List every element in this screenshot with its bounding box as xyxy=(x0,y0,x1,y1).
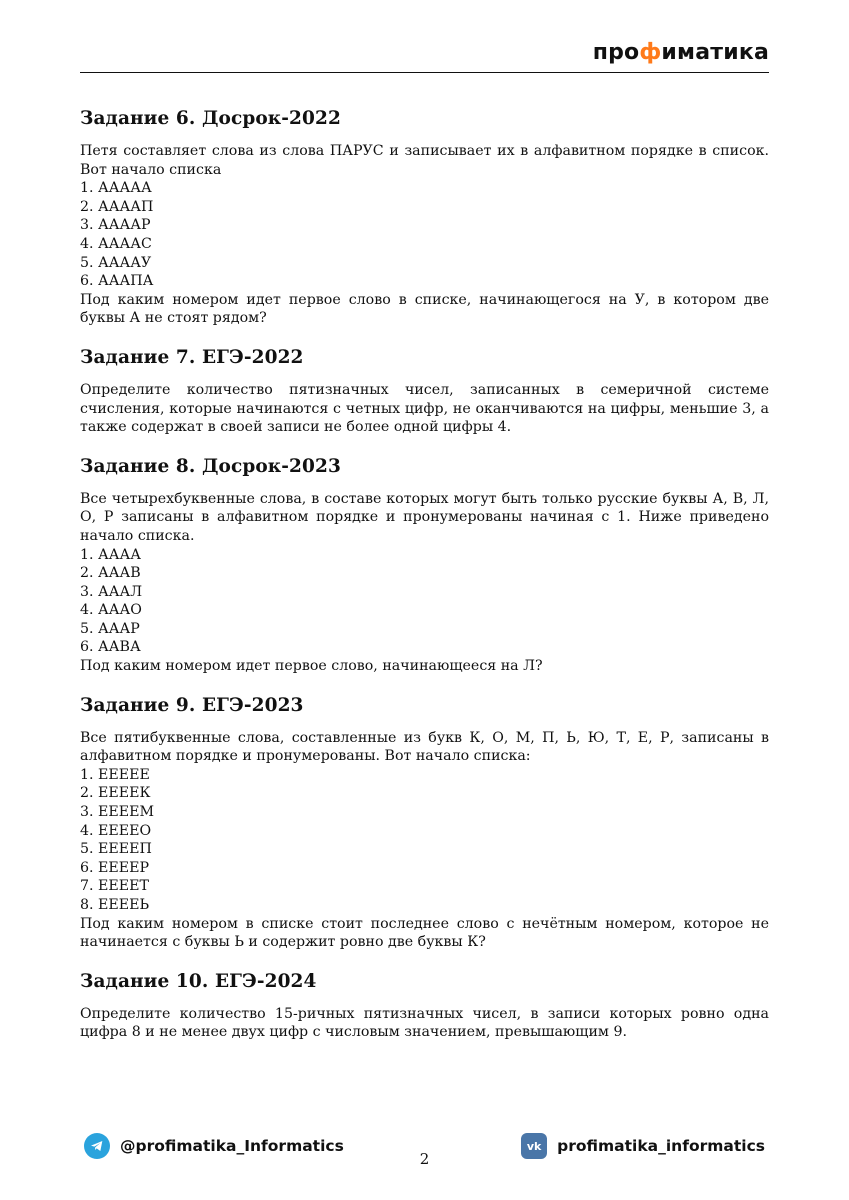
task-intro: Все пятибуквенные слова, составленные из букв К, О, М, П, Ь, Ю, Т, Е, Р, записаны в алфавитном порядке и пронумерованы. Вот начало списка: xyxy=(80,729,769,765)
task-question: Под каким номером идет первое слово, начинающееся на Л? xyxy=(80,658,543,675)
task-9 xyxy=(80,695,769,952)
task-8 xyxy=(80,456,769,676)
task-title: Задание 8. Досрок-2023 xyxy=(80,455,341,477)
telegram-handle: @profimatika_Informatics xyxy=(120,1137,344,1155)
vk-link[interactable] xyxy=(521,1133,765,1159)
task-title: Задание 9. ЕГЭ-2023 xyxy=(80,694,304,716)
task-title: Задание 7. ЕГЭ-2022 xyxy=(80,346,304,368)
list-item: 8. ЕЕЕЕЬ xyxy=(80,897,150,913)
word-list xyxy=(80,766,769,915)
list-item: 5. АААР xyxy=(80,620,140,637)
task-intro: Петя составляет слова из слова ПАРУС и записывает их в алфавитном порядке в список. Вот начало списка xyxy=(80,143,769,178)
vk-handle: profimatika_informatics xyxy=(557,1137,765,1155)
list-item: 3. ЕЕЕЕМ xyxy=(80,804,154,821)
list-item: 5. ЕЕЕЕП xyxy=(80,841,152,858)
task-title: Задание 6. Досрок-2022 xyxy=(80,108,341,129)
task-10 xyxy=(80,971,769,1042)
task-intro: Все четырехбуквенные слова, в составе которых могут быть только русские буквы А, В, Л, О, Р записаны в алфавитном порядке и пронумерованы начиная с 1. Ниже приведено начало списка. xyxy=(80,490,769,544)
list-item: 2. ЕЕЕЕК xyxy=(80,785,151,802)
list-item: 4. ААААС xyxy=(80,235,152,252)
header-divider xyxy=(80,72,769,73)
list-item: 4. ЕЕЕЕО xyxy=(80,822,152,839)
list-item: 6. ЕЕЕЕР xyxy=(80,859,150,876)
page-number: 2 xyxy=(419,1150,430,1168)
task-7 xyxy=(80,347,769,437)
task-question: Под каким номером идет первое слово в списке, начинающегося на У, в котором две буквы А не стоят рядом? xyxy=(80,291,769,327)
list-item: 5. ААААУ xyxy=(80,254,152,271)
brand-logo xyxy=(593,40,769,65)
task-title: Задание 10. ЕГЭ-2024 xyxy=(80,970,317,992)
list-item: 6. АААПА xyxy=(80,273,154,290)
logo-text-post: иматика xyxy=(661,40,769,65)
logo-text-pre: про xyxy=(592,40,640,65)
task-6 xyxy=(80,108,769,328)
list-item: 2. ААААП xyxy=(80,198,154,215)
list-item: 6. ААВА xyxy=(80,639,141,656)
task-intro: Определите количество 15-ричных пятизначных чисел, в записи которых ровно одна цифра 8 и не менее двух цифр с числовым значением, превышающим 9. xyxy=(80,1005,769,1041)
list-item: 4. АААО xyxy=(80,602,142,619)
word-list xyxy=(80,546,769,658)
list-item: 1. ЕЕЕЕЕ xyxy=(80,766,150,783)
list-item: 1. АААА xyxy=(80,546,142,563)
list-item: 1. ААААА xyxy=(80,180,152,197)
word-list xyxy=(80,179,769,291)
task-question: Под каким номером в списке стоит последнее слово с нечётным номером, которое не начинается с буквы Ь и содержит ровно две буквы К? xyxy=(80,915,769,951)
list-item: 3. АААЛ xyxy=(80,583,143,600)
list-item: 3. ААААР xyxy=(80,217,151,234)
task-intro: Определите количество пятизначных чисел, записанных в семеричной системе счисления, которые начинаются с четных цифр, не оканчиваются на цифры, меньшие 3, а также содержат в своей записи не более одной цифры 4. xyxy=(80,381,769,436)
logo-text-accent: ф xyxy=(639,40,662,65)
vk-icon: vk xyxy=(521,1133,547,1159)
list-item: 2. АААВ xyxy=(80,565,141,582)
list-item: 7. ЕЕЕЕТ xyxy=(80,878,149,895)
document-body xyxy=(80,100,769,1061)
